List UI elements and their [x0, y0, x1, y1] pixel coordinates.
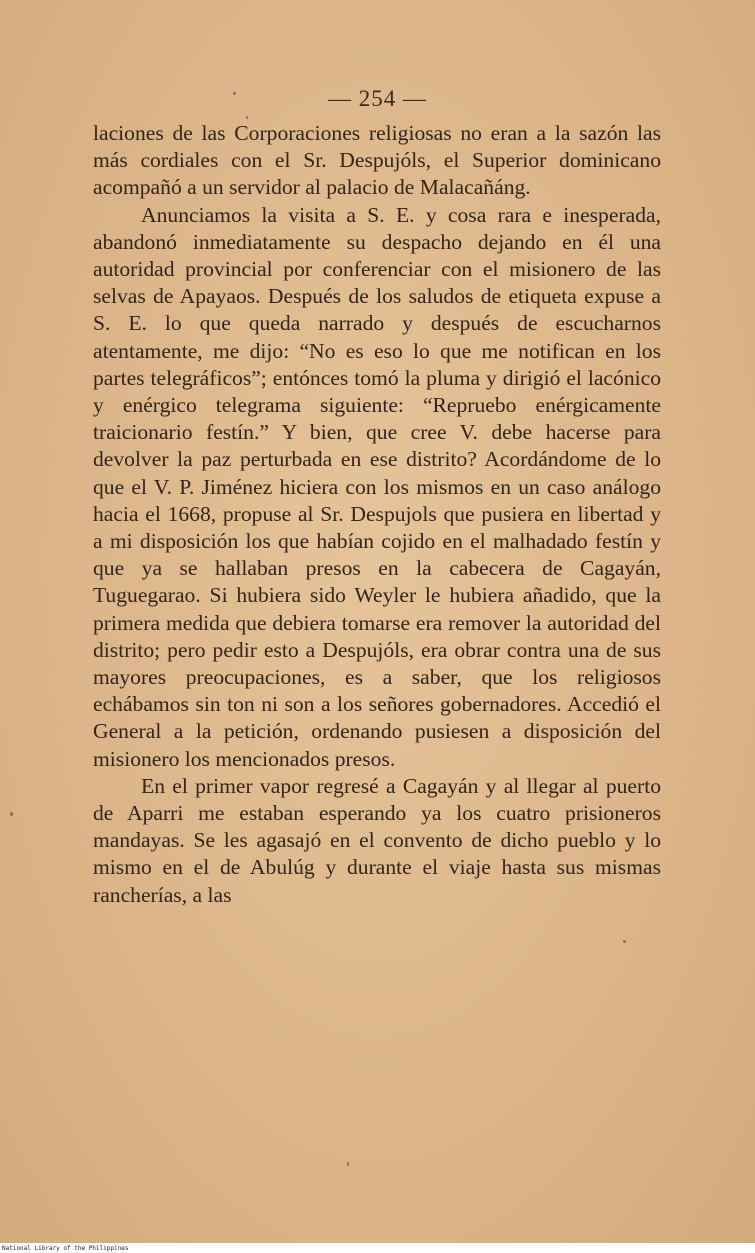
- library-credit: National Library of the Philippines: [2, 1245, 129, 1252]
- paragraph-2: Anunciamos la visita a S. E. y cosa rara e inesperada, abandonó inmediatamente su despacho dejando en él una autoridad provincial por conferenciar con el misionero de las selvas de Apayaos. Después de los saludos de etiqueta expuse a S. E. lo que queda narrado y después de escucharnos atentamente, me dijo: “No es eso lo que me notifican en los partes telegráficos”; entónces tomó la pluma y dirigió el lacónico y enérgico telegrama siguiente: “Repruebo enérgicamente traicionario festín.” Y bien, que cree V. debe hacerse para devolver la paz perturbada en ese distrito? Acordándome de lo que el V. P. Jiménez hiciera con los mismos en un caso análogo hacia el 1668, propuse al Sr. Despujols que pusiera en libertad y a mi disposición los que habían cojido en el malhadado festín y que ya se hallaban presos en la cabecera de Cagayán, Tuguegarao. Si hubiera sido Weyler le hubiera añadido, que la primera medida que debiera tomarse era remover la autoridad del distrito; pero pedir esto a Despujóls, era obrar contra una de sus mayores preocupaciones, es a saber, que los religiosos echábamos sin ton ni son a los señores gobernadores. Accedió el General a la petición, ordenando pusiesen a disposición del misionero los mencionados presos.: [93, 202, 661, 771]
- paper-speck: [623, 940, 626, 943]
- paragraph-3: En el primer vapor regresé a Cagayán y al llegar al puerto de Aparri me estaban esperando ya los cuatro prisioneros mandayas. Se les agasajó en el convento de dicho pueblo y lo mismo en el de Abulúg y durante el viaje hasta sus mismas rancherías, a las: [93, 773, 661, 907]
- paper-speck: [347, 1162, 349, 1166]
- page-number: — 254 —: [328, 86, 427, 111]
- paper-speck: [233, 92, 236, 95]
- paragraph-1: laciones de las Corporaciones religiosas no eran a la sazón las más cordiales con el Sr. Despujóls, el Superior dominicano acompañó a un servidor al palacio de Malacañáng.: [93, 121, 661, 200]
- paper-speck: [246, 116, 248, 119]
- paper-speck: [10, 812, 13, 816]
- page-body-text: [93, 120, 661, 909]
